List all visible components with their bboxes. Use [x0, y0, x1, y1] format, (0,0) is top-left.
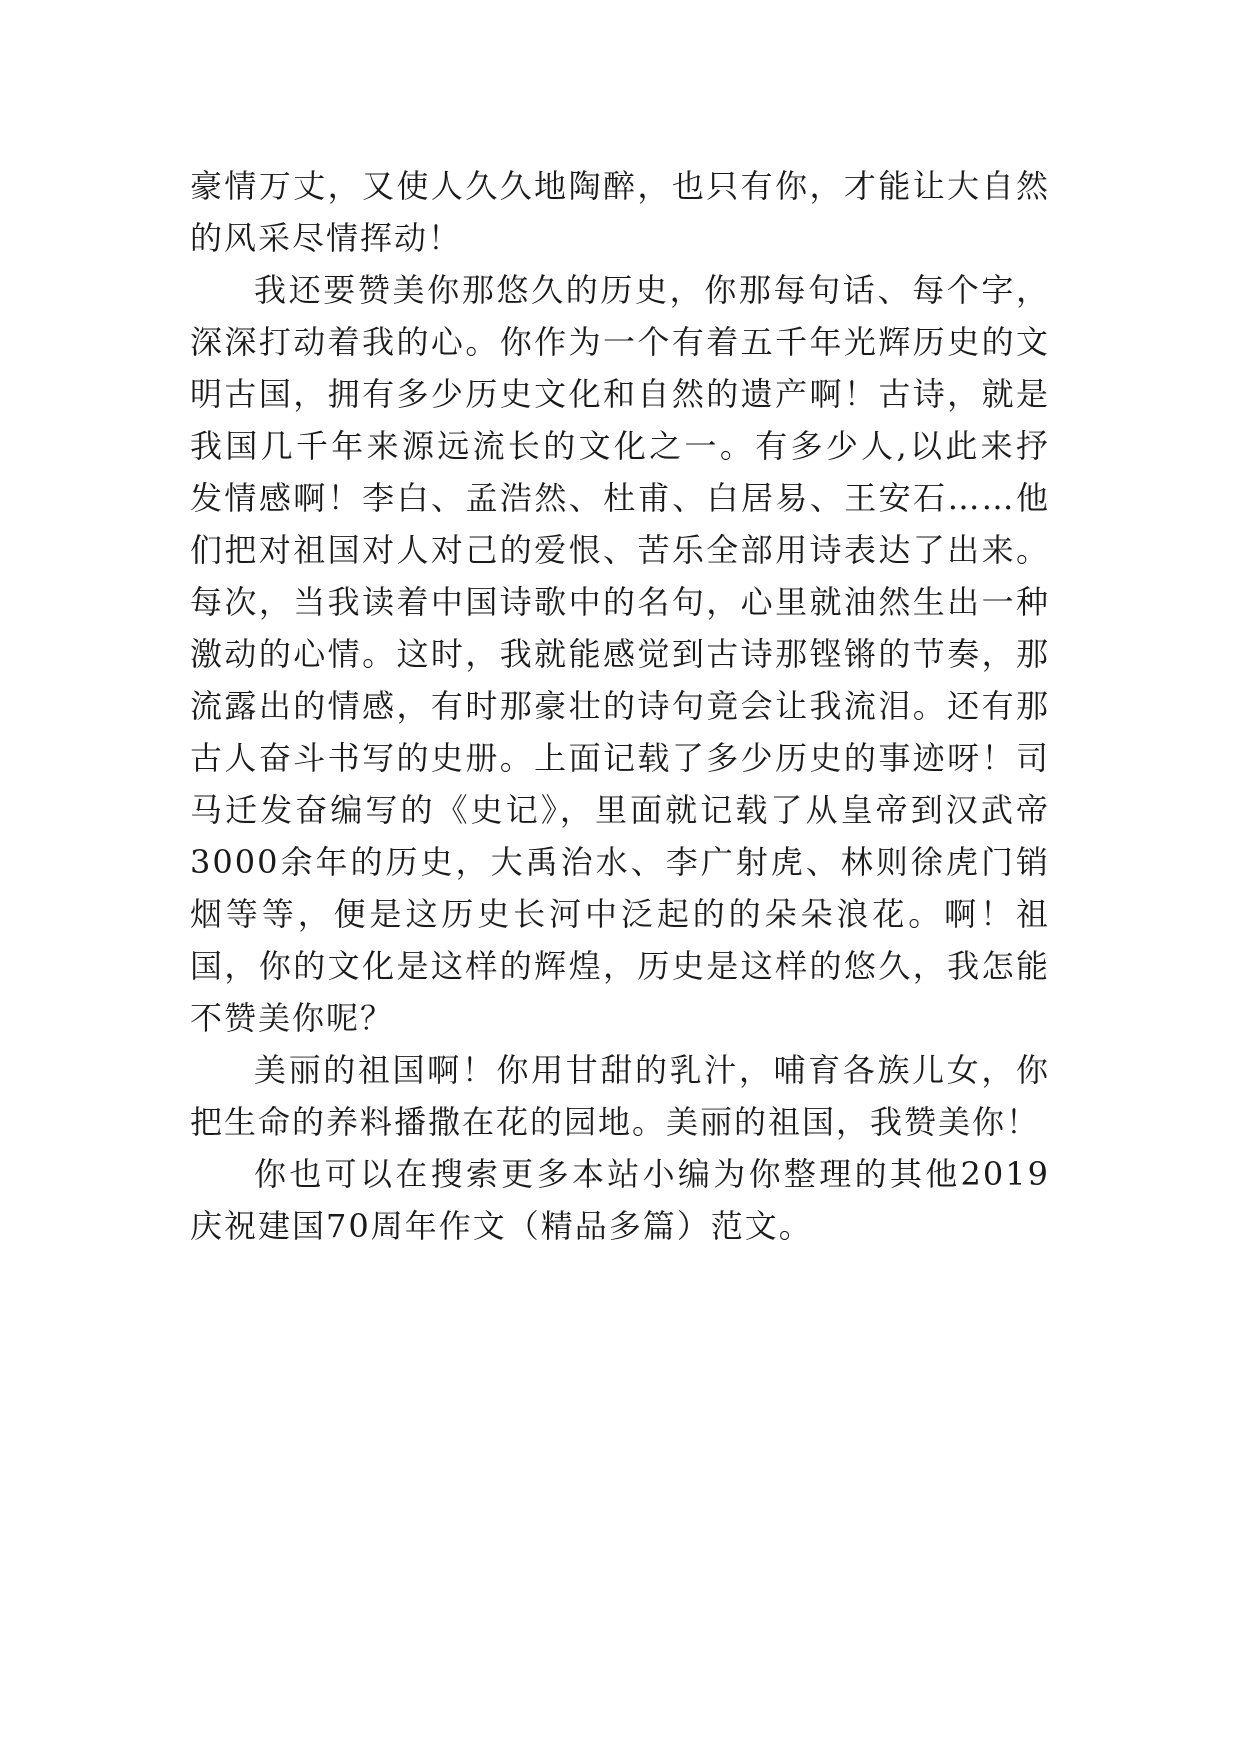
- paragraph-2: 我还要赞美你那悠久的历史，你那每句话、每个字，深深打动着我的心。你作为一个有着五千年光辉历史的文明古国，拥有多少历史文化和自然的遗产啊！古诗，就是我国几千年来源远流长的文化之一。有多少人,以此来抒发情感啊！李白、孟浩然、杜甫、白居易、王安石……他们把对祖国对人对己的爱恨、苦乐全部用诗表达了出来。每次，当我读着中国诗歌中的名句，心里就油然生出一种激动的心情。这时，我就能感觉到古诗那铿锵的节奏，那流露出的情感，有时那豪壮的诗句竟会让我流泪。还有那古人奋斗书写的史册。上面记载了多少历史的事迹呀！司马迁发奋编写的《史记》，里面就记载了从皇帝到汉武帝3000余年的历史，大禹治水、李广射虎、林则徐虎门销烟等等，便是这历史长河中泛起的的朵朵浪花。啊！祖国，你的文化是这样的辉煌，历史是这样的悠久，我怎能不赞美你呢？: [190, 271, 1050, 1037]
- paragraph-4: 你也可以在搜索更多本站小编为你整理的其他2019庆祝建国70周年作文（精品多篇）范文。: [190, 1155, 1050, 1245]
- paragraph-3: 美丽的祖国啊！你用甘甜的乳汁，哺育各族儿女，你把生命的养料播撒在花的园地。美丽的祖国，我赞美你！: [190, 1051, 1050, 1141]
- paragraph-1: 豪情万丈，又使人久久地陶醉，也只有你，才能让大自然的风采尽情挥动！: [190, 167, 1050, 257]
- document-body: [190, 160, 1050, 1252]
